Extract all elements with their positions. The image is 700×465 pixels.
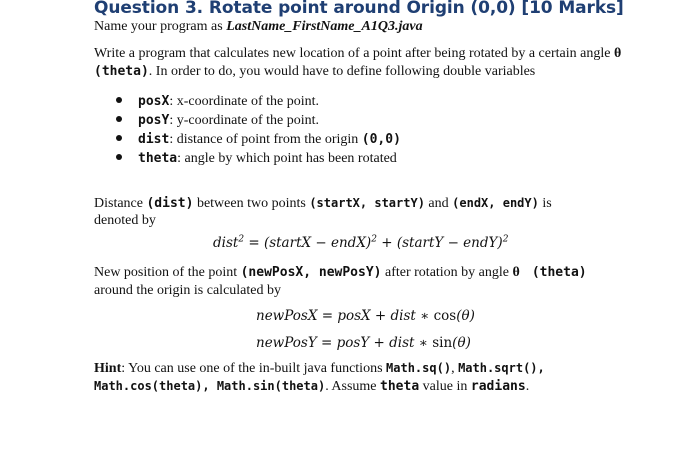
variable-item-posy [116,112,319,130]
formula-exponent: 2 [238,234,245,245]
formula-lhs: newPosY = posY + dist ∗ [256,335,433,351]
distance-text-3: and [424,196,453,211]
theta-symbol: θ [613,46,622,61]
hint-separator: , [451,361,459,376]
formula-exponent: 2 [502,234,509,245]
intro-line-1 [94,45,621,63]
variable-name: theta [138,151,178,166]
formula-exponent: 2 [371,234,377,245]
hint-end: . [525,379,530,394]
variable-item-dist [116,131,401,149]
newpos-text: New position of the point [94,265,241,280]
math-sqrt-code: Math.sqrt(), [458,361,545,375]
newpos-text-2: after rotation by angle [381,265,513,280]
bullet-icon [116,135,122,141]
variable-desc: : angle by which point has been rotated [177,151,397,166]
intro-text-2: . In order to do, you would have to define following double variables [148,64,536,79]
math-cos-sin-code: Math.cos(theta), Math.sin(theta) [94,379,326,393]
bullet-icon [116,97,122,103]
end-point-code: (endX, endY) [452,196,539,210]
formula-term-1: = (startX − endX) [244,235,372,251]
hint-text: : You can use one of the in-built java functions [121,361,387,376]
intro-text: Write a program that calculates new location of a point after being rotated by a certain angle [94,46,614,61]
variable-name: posX [138,94,170,109]
naming-instruction [94,18,423,36]
theta-symbol: θ [512,265,520,280]
variable-desc: : distance of point from the origin [169,132,362,147]
newpos-paragraph-line-1 [94,264,587,282]
bullet-icon [116,116,122,122]
variable-name: dist [138,132,170,147]
distance-text-2: between two points [193,196,310,211]
newpos-vars-code: (newPosX, newPosY) [240,265,382,280]
program-filename: LastName_FirstName_A1Q3.java [226,19,423,34]
hint-line-1 [94,359,545,378]
origin-coords: (0,0) [361,132,401,147]
distance-text-4: is [538,196,552,211]
theta-word: (theta) [94,64,149,79]
formula-argument: (θ) [456,308,475,324]
formula-lhs: newPosX = posX + dist ∗ [256,308,434,324]
distance-paragraph-line-2: denoted by [94,213,156,228]
newposy-formula [256,335,471,351]
hint-line-2 [94,377,529,396]
distance-paragraph-line-1 [94,194,552,213]
distance-text: Distance [94,196,147,211]
newposx-formula [256,308,475,324]
radians-code: radians [470,379,526,394]
hint-label: Hint [94,361,122,376]
question-heading: Question 3. Rotate point around Origin (0,0) [10 Marks] [94,0,624,18]
formula-function: cos [433,308,457,324]
variable-item-theta [116,150,397,168]
theta-word: (theta) [531,265,587,280]
bullet-icon [116,154,122,160]
start-point-code: (startX, startY) [309,196,425,210]
formula-lhs: dist [213,235,239,251]
variable-desc: : x-coordinate of the point. [169,94,319,109]
newpos-paragraph-line-2: around the origin is calculated by [94,283,281,298]
formula-function: sin [432,335,453,351]
distance-formula [213,235,508,251]
naming-prefix: Name your program as [94,19,227,34]
intro-line-2 [94,63,535,81]
dist-code: (dist) [146,196,194,211]
variable-item-posx [116,93,319,111]
theta-code: theta [380,379,420,394]
formula-argument: (θ) [452,335,471,351]
variable-desc: : y-coordinate of the point. [169,113,319,128]
hint-text-3: value in [419,379,471,394]
hint-text-2: . Assume [325,379,381,394]
math-sq-code: Math.sq() [386,361,452,375]
variable-name: posY [138,113,170,128]
formula-term-2: + (startY − endY) [376,235,503,251]
